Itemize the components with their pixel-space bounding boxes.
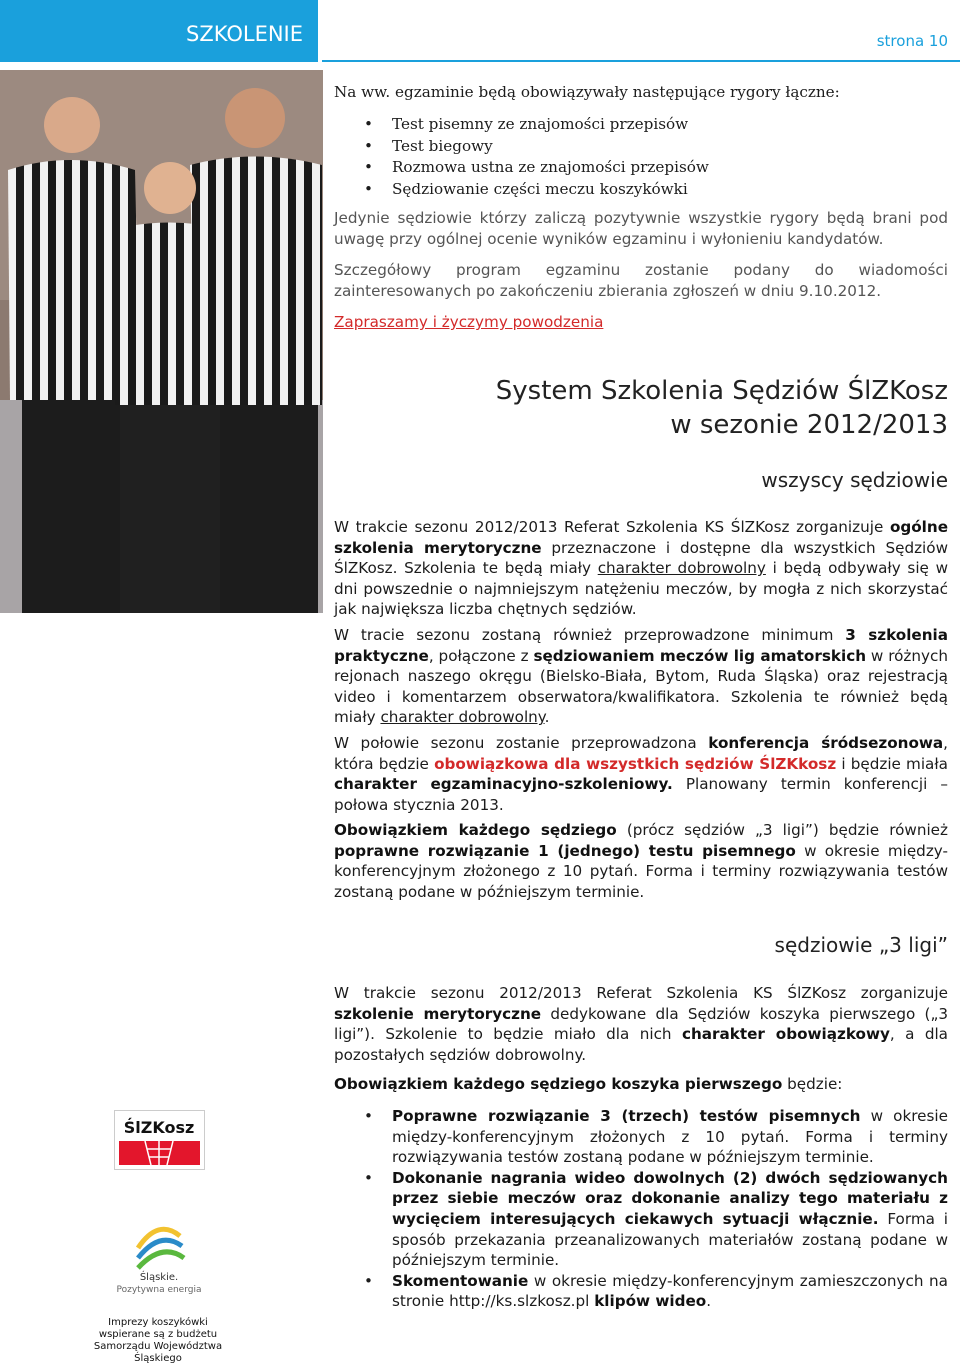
intro-lead: Na ww. egzaminie będą obowiązywały następujące rygory łączne: [334,83,840,101]
svg-text:Pozytywna energia: Pozytywna energia [116,1285,202,1295]
slaskie-energy-logo [108,1218,210,1298]
league3-paragraph: Obowiązkiem każdego sędziego koszyka pierwszego będzie: [334,1075,843,1093]
system-p2-block [334,625,948,728]
league3-p1-block [334,983,948,1065]
intro-paragraph: Jedynie sędziowie którzy zaliczą pozytywnie wszystkie rygory będą brani pod uwagę przy ogólnej ocenie wyników egzaminu i wyłonieniu kandydatów. [334,209,948,248]
invite-block [334,312,948,333]
system-p3-block [334,733,948,815]
subheading-league3: sędziowie „3 ligi” [774,933,948,957]
intro-paragraph: Szczegółowy program egzaminu zostanie podany do wiadomości zainteresowanych po zakończeniu zbierania zgłoszeń w dniu 9.10.2012. [334,261,948,300]
section-title: SZKOLENIE [186,22,304,46]
system-paragraph: W trakcie sezonu 2012/2013 Referat Szkolenia KS ŚlZKosz zorganizuje ogólne szkolenia merytoryczne przeznaczone i dostępne dla wszystkich Sędziów ŚlZKosz. Szkolenia te będą miały charakter dobrowolny i będą odbywały się w dni powszednie o najmniejszym natężeniu meczów, by mogła z nich skorzystać jak największa liczba chętnych sędziów. [334,518,949,619]
league3-list-item: • Poprawne rozwiązanie 3 (trzech) testów pisemnych w okresie między-konferencyjnym złożonych z 10 pytań. Forma i terminy rozwiązywania testów zostaną podane w późniejszym terminie. [334,1106,948,1168]
subheading-all-referees: wszyscy sędziowie [761,468,948,492]
page-number: strona 10 [876,32,948,50]
section-header [0,0,318,62]
referees-photo [0,70,323,613]
rule-item: • Test pisemny ze znajomości przepisów [334,114,948,136]
league3-p2-block [334,1074,948,1095]
rule-item: • Rozmowa ustna ze znajomości przepisów [334,157,948,179]
rule-item: • Test biegowy [334,136,948,158]
system-title-line1: System Szkolenia Sędziów ŚlZKosz [495,376,948,406]
system-paragraph: W połowie sezonu zostanie przeprowadzona konferencja śródsezonowa, która będzie obowiązkowa dla wszystkich sędziów ŚlZKkosz i będzie miała charakter egzaminacyjno-szkoleniowy. Planowany termin konferencji – połowa stycznia 2013. [334,734,948,814]
invite-line: Zapraszamy i życzymy powodzenia [334,313,604,331]
header-bar [322,0,960,62]
intro-p2-block [334,260,948,301]
svg-text:Śląskie.: Śląskie. [139,1272,179,1283]
rule-item: • Sędziowanie części meczu koszykówki [334,179,948,201]
rules-list-block [334,114,948,200]
intro-block [334,82,948,103]
system-paragraph: W tracie sezonu zostaną również przeprowadzone minimum 3 szkolenia praktyczne, połączone z sędziowaniem meczów lig amatorskich w różnych rejonach naszego okręgu (Bielsko-Biała, Bytom, Ruda Śląska) oraz rejestracją video i komentarzem obserwatora/kwalifikatora. Szkolenia te również będą miały charakter dobrowolny. [334,626,948,727]
league3-paragraph: W trakcie sezonu 2012/2013 Referat Szkolenia KS ŚlZKosz zorganizuje szkolenie merytoryczne dedykowane dla Sędziów koszyka pierwszego („3 ligi”). Szkolenie to będzie miało dla nich charakter obowiązkowy, a dla pozostałych sędziów dobrowolny. [334,984,948,1064]
header-divider [322,60,960,62]
league3-list-block [334,1106,948,1312]
slzkosz-logo [114,1110,205,1170]
system-title [496,374,948,442]
system-title-line2: w sezonie 2012/2013 [670,410,948,440]
league3-list-item: • Dokonanie nagrania wideo dowolnych (2) dwóch sędziowanych przez siebie meczów oraz dokonanie analizy tego materiału z wycięciem interesujących ciekawych sytuacji włącznie. Forma i sposób przekazania przeanalizowanych materiałów zostaną podane w późniejszym terminie. [334,1168,948,1271]
league3-list-item: • Skomentowanie w okresie między-konferencyjnym zamieszczonych na stronie http://ks.slzkosz.pl klipów wideo. [334,1271,948,1312]
intro-p1-block [334,208,948,249]
system-p4-block [334,820,948,902]
sponsor-note: Imprezy koszykówki wspierane są z budżetu Samorządu Województwa Śląskiego [93,1317,223,1364]
svg-text:ŚlZKosz: ŚlZKosz [123,1118,195,1137]
system-p1-block [334,517,948,620]
system-paragraph: Obowiązkiem każdego sędziego (prócz sędziów „3 ligi”) będzie również poprawne rozwiązanie 1 (jednego) testu pisemnego w okresie między-konferencyjnym złożonego z 10 pytań. Forma i terminy rozwiązywania testów zostaną podane w późniejszym terminie. [334,821,948,901]
